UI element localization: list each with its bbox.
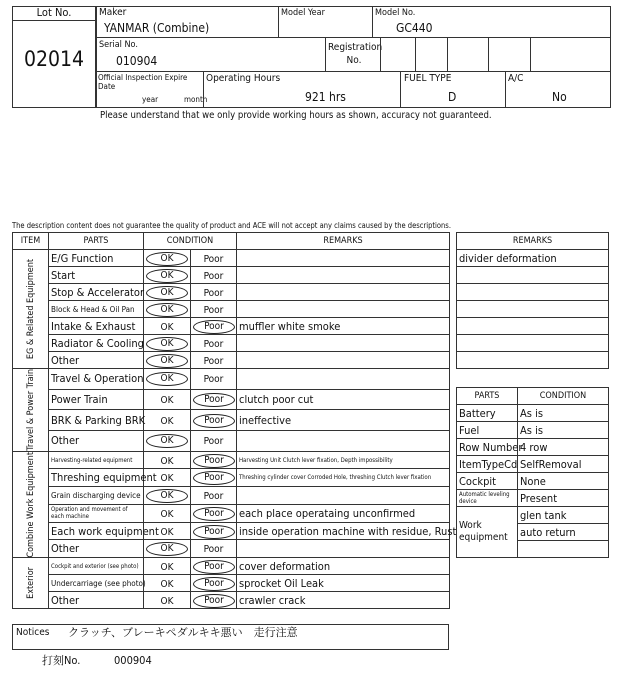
poor-option[interactable]: Poor — [203, 287, 224, 299]
auto-leveling-label: Automatic leveling device — [457, 490, 518, 507]
group-cell — [13, 451, 49, 558]
ok-cell — [144, 431, 191, 452]
part-cell: Grain discharging device — [49, 487, 144, 505]
ok-option[interactable]: OK — [160, 321, 174, 333]
poor-cell — [191, 318, 237, 335]
part-cell: Radiator & Cooling — [49, 335, 144, 352]
side-part-cell: Row Number — [457, 439, 518, 456]
ok-option[interactable]: OK — [160, 578, 174, 590]
side-parts-row — [457, 507, 609, 524]
side-parts-header: PARTS — [457, 388, 518, 405]
side-remarks-row — [457, 335, 609, 352]
disclaimer: The description content does not guarantee the quality of product and ACE will not accept any claims caused by the descriptions. — [12, 221, 451, 230]
part-cell: Each work equipment — [49, 522, 144, 540]
remark-cell: Threshing cylinder cover Corroded Hole, threshing Clutch lever fixation — [237, 469, 450, 487]
remark-cell: Harvesting Unit Clutch lever fixation, Depth impossibility — [237, 451, 450, 469]
poor-option[interactable]: Poor — [203, 544, 224, 556]
fuel-vline — [400, 71, 401, 108]
work-equipment-value: auto return — [518, 524, 609, 541]
side-remarks-table — [456, 232, 609, 369]
ok-option[interactable]: OK — [146, 303, 188, 317]
side-parts-row — [457, 439, 609, 456]
poor-cell — [191, 451, 237, 469]
remark-cell: inside operation machine with residue, Rust — [237, 522, 450, 540]
side-condition-cell: As is — [518, 422, 609, 439]
side-remarks-row — [457, 301, 609, 318]
ok-option[interactable]: OK — [146, 252, 188, 266]
side-remark-cell: divider deformation — [457, 250, 609, 267]
stamp-label: 打刻No. — [42, 654, 81, 667]
part-cell: Cockpit and exterior (see photo) — [49, 558, 144, 575]
side-remark-cell — [457, 267, 609, 284]
side-parts-row — [457, 422, 609, 439]
ok-option[interactable]: OK — [160, 455, 174, 467]
remark-cell: sprocket Oil Leak — [237, 575, 450, 592]
hours-label: Operating Hours — [206, 73, 281, 84]
poor-cell — [191, 335, 237, 352]
group-label: EG & Related Equipment — [25, 258, 36, 360]
ok-option[interactable]: OK — [146, 286, 188, 300]
poor-option[interactable]: Poor — [203, 491, 224, 503]
ok-cell — [144, 451, 191, 469]
table-header-row — [13, 233, 450, 250]
ok-cell — [144, 487, 191, 505]
poor-cell — [191, 592, 237, 609]
table-row — [13, 451, 450, 469]
poor-option[interactable]: Poor — [193, 594, 235, 608]
group-label: Combine Work Equipment — [25, 451, 36, 558]
group-cell — [13, 250, 49, 369]
poor-cell — [191, 389, 237, 410]
poor-cell — [191, 250, 237, 267]
inspection-label: Official Inspection Expire Date — [98, 73, 188, 91]
table-row — [13, 410, 450, 431]
remark-cell — [237, 352, 450, 369]
reg-box-5 — [530, 37, 531, 71]
side-remarks-header: REMARKS — [457, 233, 609, 250]
ok-cell — [144, 522, 191, 540]
table-row — [13, 267, 450, 284]
side-remarks-row — [457, 284, 609, 301]
year-label: year — [142, 95, 159, 104]
ok-option[interactable]: OK — [146, 434, 188, 448]
table-row — [13, 318, 450, 335]
reg-box-3 — [447, 37, 448, 71]
remark-cell: clutch poor cut — [237, 389, 450, 410]
poor-cell — [191, 352, 237, 369]
remark-cell: crawler crack — [237, 592, 450, 609]
group-cell — [13, 369, 49, 452]
ok-option[interactable]: OK — [160, 561, 174, 573]
side-part-cell: Fuel — [457, 422, 518, 439]
table-row — [13, 504, 450, 522]
ok-cell — [144, 335, 191, 352]
ok-cell — [144, 575, 191, 592]
remark-cell — [237, 301, 450, 318]
hours-value: 921 hrs — [305, 90, 346, 104]
table-row — [13, 487, 450, 505]
reg-box-2 — [415, 37, 416, 71]
ac-vline — [505, 71, 506, 108]
ok-cell — [144, 267, 191, 284]
condition-table — [12, 232, 457, 609]
notices-label: Notices — [16, 627, 50, 638]
ac-value: No — [552, 90, 567, 104]
ok-option[interactable]: OK — [146, 372, 188, 386]
ok-cell — [144, 318, 191, 335]
table-row — [13, 335, 450, 352]
lot-label: Lot No. — [36, 6, 72, 19]
poor-option[interactable]: Poor — [193, 577, 235, 591]
hours-note: Please understand that we only provide working hours as shown, accuracy not guaranteed. — [100, 110, 492, 121]
info-vline-1 — [278, 6, 279, 37]
side-condition-cell: None — [518, 473, 609, 490]
info-hline-1 — [96, 37, 611, 38]
side-remark-cell — [457, 284, 609, 301]
side-parts-table — [456, 387, 609, 558]
side-remark-cell — [457, 301, 609, 318]
poor-option[interactable]: Poor — [203, 270, 224, 282]
poor-option[interactable]: Poor — [203, 338, 224, 350]
ok-option[interactable]: OK — [160, 595, 174, 607]
remark-cell — [237, 540, 450, 558]
table-row — [13, 522, 450, 540]
fuel-value: D — [448, 90, 457, 104]
poor-cell — [191, 284, 237, 301]
remark-cell — [237, 431, 450, 452]
part-cell: Start — [49, 267, 144, 284]
part-cell: Harvesting-related equipment — [49, 451, 144, 469]
reg-box-1 — [380, 37, 381, 71]
side-condition-cell: SelfRemoval — [518, 456, 609, 473]
parts-header: PARTS — [49, 233, 144, 250]
maker-label: Maker — [99, 7, 127, 18]
poor-cell — [191, 301, 237, 318]
side-remarks-row — [457, 318, 609, 335]
ok-option[interactable]: OK — [160, 526, 174, 538]
ok-option[interactable]: OK — [146, 489, 188, 503]
poor-option[interactable]: Poor — [193, 560, 235, 574]
ok-cell — [144, 301, 191, 318]
remark-cell: ineffective — [237, 410, 450, 431]
remark-cell — [237, 267, 450, 284]
side-parts-row — [457, 473, 609, 490]
model-year-label: Model Year — [281, 8, 325, 18]
ok-cell — [144, 352, 191, 369]
poor-cell — [191, 369, 237, 390]
part-cell: Block & Head & Oil Pan — [49, 301, 144, 318]
side-parts-row — [457, 456, 609, 473]
part-cell: Operation and movement of each machine — [49, 504, 144, 522]
poor-option[interactable]: Poor — [203, 253, 224, 265]
poor-option[interactable]: Poor — [193, 414, 235, 428]
poor-cell — [191, 431, 237, 452]
notices-text: クラッチ、ブレーキペダルキキ悪い 走行注意 — [68, 626, 298, 639]
side-remarks-row — [457, 250, 609, 267]
side-part-cell: ItemTypeCd — [457, 456, 518, 473]
work-equipment-value — [518, 541, 609, 558]
model-no-label: Model No. — [375, 8, 416, 18]
work-equipment-value: glen tank — [518, 507, 609, 524]
side-remarks-row — [457, 352, 609, 369]
ok-option[interactable]: OK — [160, 415, 174, 427]
side-parts-row — [457, 490, 609, 507]
part-cell: Other — [49, 540, 144, 558]
reg-box-4 — [488, 37, 489, 71]
serial-label: Serial No. — [99, 40, 138, 50]
part-cell: Undercarriage (see photo) — [49, 575, 144, 592]
remarks-header: REMARKS — [237, 233, 450, 250]
remark-cell: each place operataing unconfirmed — [237, 504, 450, 522]
group-cell — [13, 558, 49, 609]
poor-option[interactable]: Poor — [193, 320, 235, 334]
table-row — [13, 592, 450, 609]
side-parts-row — [457, 405, 609, 422]
side-remark-cell — [457, 335, 609, 352]
table-row — [13, 575, 450, 592]
side-condition-header: CONDITION — [518, 388, 609, 405]
condition-header: CONDITION — [144, 233, 237, 250]
hours-vline — [203, 71, 204, 108]
poor-option[interactable]: Poor — [203, 374, 224, 386]
remark-cell — [237, 487, 450, 505]
reg-vline — [325, 37, 326, 71]
ok-cell — [144, 250, 191, 267]
remark-cell: muffler white smoke — [237, 318, 450, 335]
work-equipment-label: Work equipment — [457, 507, 518, 558]
ok-option[interactable]: OK — [146, 337, 188, 351]
table-row — [13, 284, 450, 301]
part-cell: Threshing equipment — [49, 469, 144, 487]
part-cell: Stop & Accelerator — [49, 284, 144, 301]
side-remark-cell — [457, 318, 609, 335]
ok-cell — [144, 504, 191, 522]
lot-number: 02014 — [23, 47, 85, 71]
info-vline-2 — [372, 6, 373, 37]
poor-cell — [191, 469, 237, 487]
poor-option[interactable]: Poor — [203, 304, 224, 316]
poor-cell — [191, 575, 237, 592]
ok-cell — [144, 540, 191, 558]
poor-cell — [191, 267, 237, 284]
poor-option[interactable]: Poor — [193, 507, 235, 521]
poor-cell — [191, 410, 237, 431]
remark-cell: cover deformation — [237, 558, 450, 575]
item-header: ITEM — [13, 233, 49, 250]
remark-cell — [237, 250, 450, 267]
serial-value: 010904 — [116, 54, 158, 68]
poor-cell — [191, 522, 237, 540]
group-label: Travel & Power Train — [25, 369, 36, 451]
ok-cell — [144, 558, 191, 575]
part-cell: Travel & Operation — [49, 369, 144, 390]
side-condition-cell: As is — [518, 405, 609, 422]
info-hline-2 — [96, 71, 611, 72]
side-remarks-row — [457, 267, 609, 284]
ac-label: A/C — [508, 73, 524, 84]
ok-option[interactable]: OK — [146, 354, 188, 368]
part-cell: Intake & Exhaust — [49, 318, 144, 335]
poor-option[interactable]: Poor — [203, 436, 224, 448]
part-cell: E/G Function — [49, 250, 144, 267]
ok-option[interactable]: OK — [160, 473, 174, 485]
remark-cell — [237, 369, 450, 390]
ok-option[interactable]: OK — [160, 508, 174, 520]
poor-option[interactable]: Poor — [193, 454, 235, 468]
part-cell: BRK & Parking BRK — [49, 410, 144, 431]
table-row — [13, 540, 450, 558]
maker-value: YANMAR (Combine) — [104, 21, 210, 35]
ok-option[interactable]: OK — [146, 542, 188, 556]
table-row — [13, 301, 450, 318]
part-cell: Power Train — [49, 389, 144, 410]
table-row — [13, 250, 450, 267]
poor-option[interactable]: Poor — [193, 393, 235, 407]
table-row — [13, 352, 450, 369]
side-part-cell: Cockpit — [457, 473, 518, 490]
auto-leveling-value: Present — [518, 490, 609, 507]
remark-cell — [237, 335, 450, 352]
ok-option[interactable]: OK — [146, 269, 188, 283]
ok-cell — [144, 410, 191, 431]
model-no-value: GC440 — [396, 21, 433, 35]
part-cell: Other — [49, 592, 144, 609]
fuel-label: FUEL TYPE — [404, 73, 452, 84]
table-row — [13, 389, 450, 410]
table-row — [13, 469, 450, 487]
ok-cell — [144, 592, 191, 609]
poor-cell — [191, 540, 237, 558]
table-row — [13, 558, 450, 575]
table-row — [13, 369, 450, 390]
poor-option[interactable]: Poor — [203, 355, 224, 367]
ok-cell — [144, 469, 191, 487]
side-part-cell: Battery — [457, 405, 518, 422]
registration-label: Registration No. — [328, 42, 383, 66]
poor-option[interactable]: Poor — [193, 525, 235, 539]
stamp-value: 000904 — [114, 654, 152, 667]
table-row — [13, 431, 450, 452]
group-label: Exterior — [25, 567, 36, 600]
ok-cell — [144, 389, 191, 410]
poor-cell — [191, 487, 237, 505]
part-cell: Other — [49, 431, 144, 452]
month-label: month — [184, 95, 208, 104]
side-remark-cell — [457, 352, 609, 369]
part-cell: Other — [49, 352, 144, 369]
ok-cell — [144, 369, 191, 390]
remark-cell — [237, 284, 450, 301]
poor-option[interactable]: Poor — [193, 471, 235, 485]
poor-cell — [191, 558, 237, 575]
ok-option[interactable]: OK — [160, 395, 174, 406]
ok-cell — [144, 284, 191, 301]
poor-cell — [191, 504, 237, 522]
side-condition-cell: 4 row — [518, 439, 609, 456]
